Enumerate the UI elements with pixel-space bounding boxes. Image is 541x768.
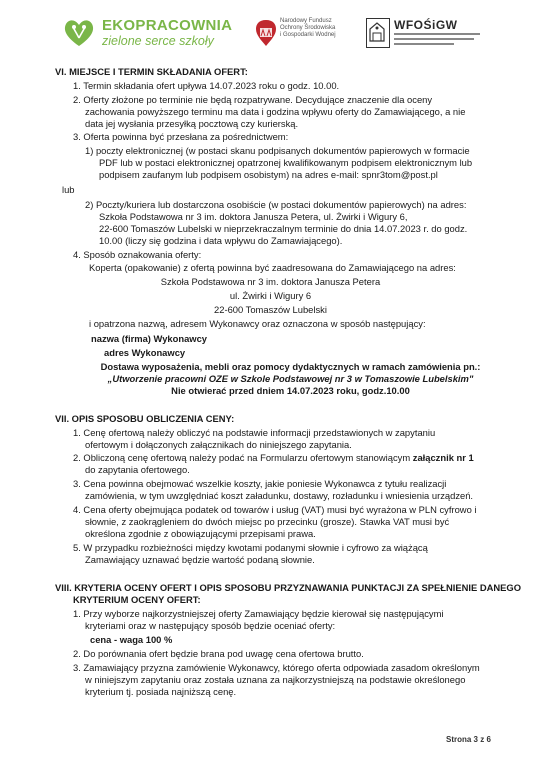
section-vi-heading: VI. MIEJSCE I TERMIN SKŁADANIA OFERT: (55, 66, 248, 77)
page-header (0, 8, 541, 58)
s7-item-3-line-2: zamówienia, w tym uwzględniać koszt załadunku, dostawy, rozładunku i wniesienia urządzeń. (85, 490, 474, 501)
s7-item-1-line-2: ofertowym i dołączonych załącznikach do niniejszego zapytania. (85, 439, 352, 450)
s7-item-5-line-1: 5. W przypadku rozbieżności między kwotami podanymi słownie i cyfrowo za wiążącą (73, 542, 428, 553)
section-viii-heading-line-2: KRYTERIUM OCENY OFERT: (73, 594, 201, 605)
s7-item-2-text: 2. Obliczoną cenę ofertową należy podać na Formularzu ofertowym stanowiącym (73, 452, 413, 463)
s8-item-3-line-2: w niniejszym zapytaniu oraz została uznana za najkorzystniejszą na podstawie określonego (85, 674, 466, 685)
s8-item-1-line-1: 1. Przy wyborze najkorzystniejszej oferty Zamawiający będzie kierował się następującymi (73, 608, 444, 619)
envelope-school: Szkoła Podstawowa nr 3 im. doktora Janusza Petera (160, 276, 381, 287)
s6-item-1: 1. Termin składania ofert upływa 14.07.2023 roku o godz. 10.00. (73, 80, 340, 91)
logo-title: EKOPRACOWNIA (102, 17, 233, 35)
s6-option-2-line-3: 22-600 Tomaszów Lubelski w nieprzekraczalnym terminie do dnia 14.07.2023 r. do godz. (99, 223, 468, 234)
s7-attachment-ref: załącznik nr 1 (412, 452, 474, 463)
s6-option-1-line-1: 1) poczty elektronicznej (w postaci skanu podpisanych dokumentów papierowych w formacie (85, 145, 470, 156)
s6-option-1-line-2: PDF lub w postaci elektronicznej opatrzonej kwalifikowanym podpisem elektronicznym lub (99, 157, 473, 168)
envelope-contractor-address: adres Wykonawcy (104, 347, 186, 358)
s6-item-2-line-1: 2. Oferty złożone po terminie nie będą rozpatrywane. Decydujące znaczenie dla oceny (73, 94, 433, 105)
nfosigw-emblem-icon (255, 18, 277, 48)
s8-item-2: 2. Do porównania ofert będzie brana pod uwagę cena ofertowa brutto. (73, 648, 364, 659)
s7-item-5-line-2: Zamawiający uznawać będzie wartość podaną słownie. (85, 554, 315, 565)
s8-criterion-price: cena - waga 100 % (90, 634, 173, 645)
envelope-subject-line-1: Dostawa wyposażenia, mebli oraz pomocy dydaktycznych w ramach zamówienia pn.: (100, 361, 481, 372)
s7-item-4-line-2: słownie, z zaokrągleniem do dwóch miejsc po przecinku (grosze). Stawka VAT musi być (85, 516, 450, 527)
s6-option-2-line-2: Szkoła Podstawowa nr 3 im. doktora Janusza Petera, ul. Żwirki i Wigury 6, (99, 211, 408, 222)
s7-item-2-line-2: do zapytania ofertowego. (85, 464, 190, 475)
page-number: Strona 3 z 6 (446, 735, 491, 744)
envelope-city: 22-600 Tomaszów Lubelski (214, 304, 327, 315)
s6-option-2-line-1: 2) Poczty/kuriera lub dostarczona osobiście (w postaci dokumentów papierowych) na adres: (85, 199, 467, 210)
s6-option-2-line-4: 10.00 (liczy się godzina i data wpływu do Zamawiającego). (99, 235, 343, 246)
s6-item-4: 4. Sposób oznakowania oferty: (73, 249, 202, 260)
section-vii-heading: VII. OPIS SPOSOBU OBLICZENIA CENY: (55, 413, 235, 424)
s7-item-4-line-1: 4. Cena oferty obejmująca podatek od towarów i usług (VAT) musi być wyrażona w PLN cyfrowo i (73, 504, 477, 515)
logo2-line-2: Ochrony Środowiska (280, 25, 336, 31)
ekopracownia-logo (62, 18, 232, 48)
s6-item-3: 3. Oferta powinna być przesłana za pośrednictwem: (73, 131, 289, 142)
envelope-line-1: Koperta (opakowanie) z ofertą powinna być zaadresowana do Zamawiającego na adres: (89, 262, 456, 273)
logo3-subtitle-lines (394, 32, 484, 52)
logo2-line-1: Narodowy Fundusz (280, 18, 332, 24)
logo-subtitle: zielone serce szkoły (102, 34, 214, 49)
s8-item-1-line-2: kryteriami oraz w następujący sposób będzie oceniać oferty: (85, 620, 336, 631)
s6-option-1-line-3: podpisem zaufanym lub podpisem osobistym) na adres e-mail: spnr3tom@post.pl (99, 169, 438, 180)
s7-item-2-line-1 (73, 452, 474, 464)
nfosigw-logo (255, 18, 350, 48)
wfosigw-logo (366, 18, 484, 52)
s7-item-3-line-1: 3. Cena powinna obejmować wszelkie koszty, jakie poniesie Wykonawca z tytułu realizacji (73, 478, 447, 489)
wfosigw-emblem-icon (366, 18, 390, 48)
envelope-subject-line-2: „Utworzenie pracowni OZE w Szkole Podstawowej nr 3 w Tomaszowie Lubelskim" (107, 373, 474, 384)
heart-leaf-icon (62, 18, 96, 48)
logo3-title: WFOŚiGW (394, 18, 458, 32)
s8-item-3-line-3: kryterium tj. posiada najniższą cenę. (85, 686, 237, 697)
section-viii-heading-line-1: VIII. KRYTERIA OCENY OFERT I OPIS SPOSOBU PRZYZNAWANIA PUNKTACJI ZA SPEŁNIENIE DANEGO (55, 582, 522, 593)
s6-item-2-line-3: data jej wysłania przesyłką pocztową czy kurierską. (85, 118, 299, 129)
envelope-contractor-name: nazwa (firma) Wykonawcy (91, 333, 208, 344)
s6-item-2-line-2: zachowania powyższego terminu ma data i godzina wpływu oferty do Zamawiającego, a nie (85, 106, 466, 117)
envelope-do-not-open: Nie otwierać przed dniem 14.07.2023 roku, godz.10.00 (171, 385, 410, 396)
logo2-line-3: i Gospodarki Wodnej (280, 32, 336, 38)
s8-item-3-line-1: 3. Zamawiający przyzna zamówienie Wykonawcy, którego oferta odpowiada zasadom określonym (73, 662, 480, 673)
s7-item-4-line-3: określona zgodnie z obowiązującymi przepisami prawa. (85, 528, 316, 539)
s6-lub: lub (62, 184, 75, 195)
envelope-marking: i opatrzona nazwą, adresem Wykonawcy oraz oznaczona w sposób następujący: (89, 318, 426, 329)
envelope-street: ul. Żwirki i Wigury 6 (229, 290, 312, 301)
s7-item-1-line-1: 1. Cenę ofertową należy obliczyć na podstawie informacji przedstawionych w zapytaniu (73, 427, 436, 438)
